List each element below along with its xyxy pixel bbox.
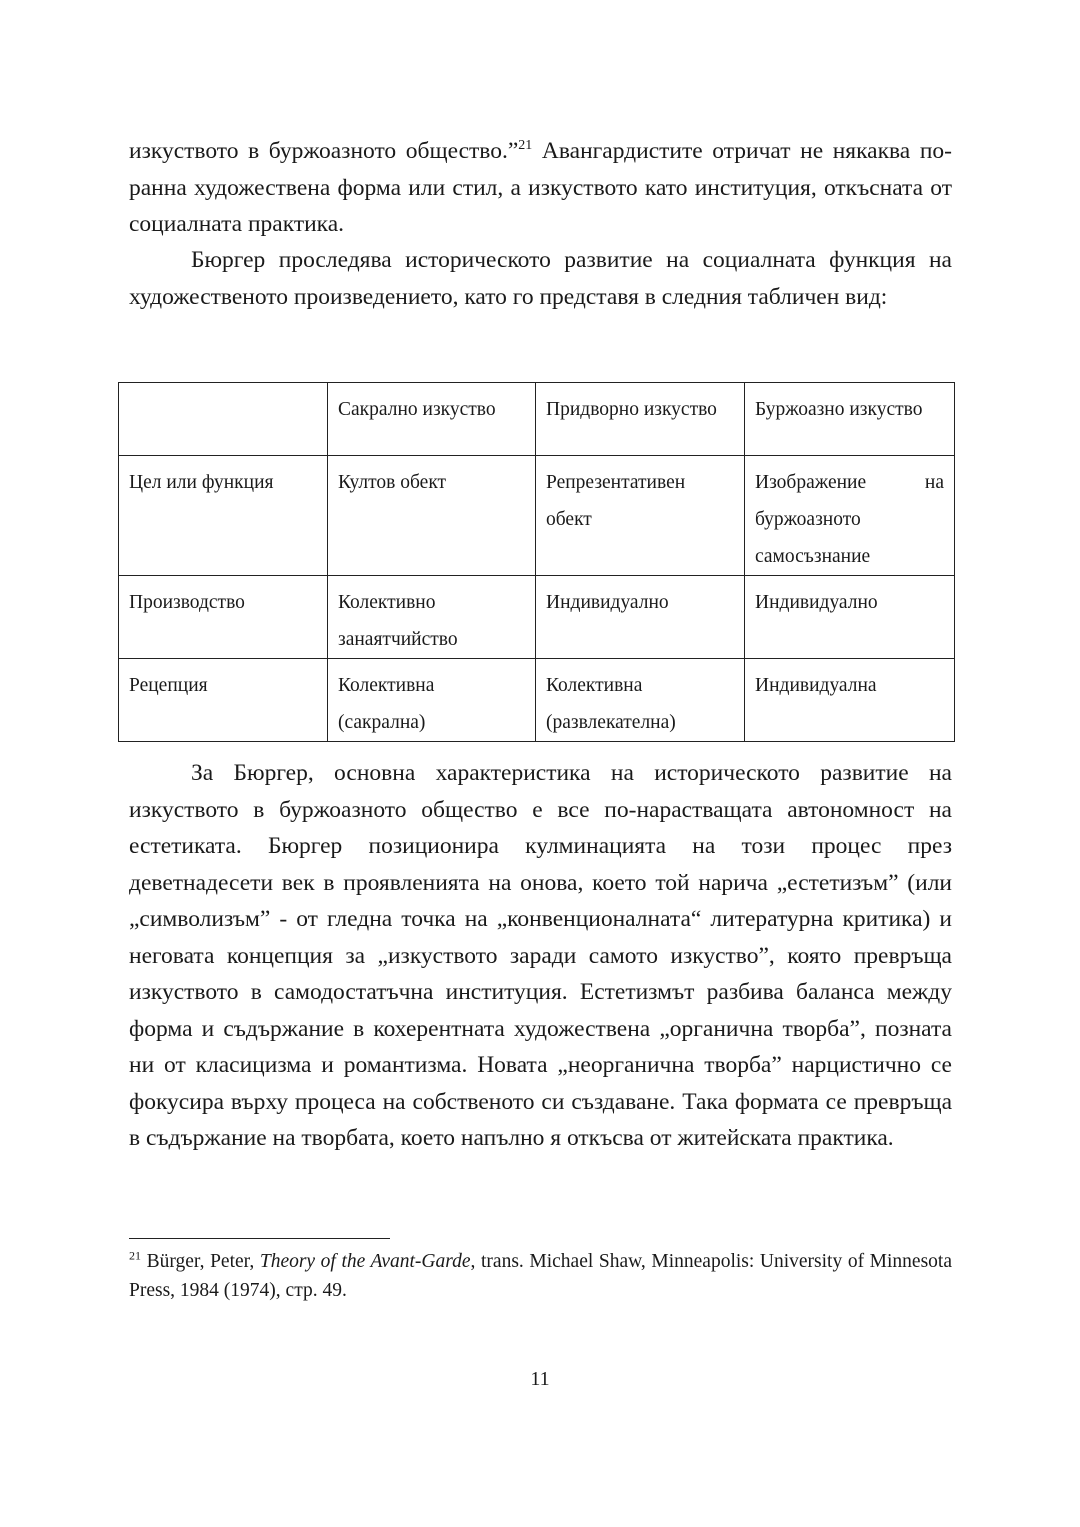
table-row xyxy=(119,659,955,742)
footnote-reference[interactable]: 21 xyxy=(518,138,533,154)
footnote-publication: , trans. Michael Shaw, Minneapolis: University of Minnesota Press, 1984 (1974), стр. 49. xyxy=(129,1251,952,1301)
table-header-cell: Придворно изкуство xyxy=(536,383,745,456)
table-cell-rest: буржоазното самосъзнание xyxy=(755,509,871,567)
paragraph-text: изкуството в буржоазното общество.” xyxy=(129,138,519,164)
table-row xyxy=(119,576,955,659)
paragraph-quote-end xyxy=(129,133,952,243)
paragraph-aestheticism: За Бюргер, основна характеристика на историческото развитие на изкуството в буржоазното общество е все по-нарастващата автономност на естетиката. Бюргер позиционира кулминацията на този процес през деветнадесети век в проявленията на онова, което той нарича „естетизъм” (или „символизъм” - от гледна точка на „конвенционалната“ литературна критика) и неговата концепция за „изкуството заради самото изкуство”, която превръща изкуството в самодостатъчна институция. Естетизмът разбива баланса между форма и съдържание в кохерентната художествена „органична творба”, позната ни от класицизма и романтизма. Новата „неорганична творба” нарцистично се фокусира върху процеса на собственото си създаване. Така формата се превръща в съдържание на творбата, което напълно я откъсва от житейската практика. xyxy=(129,760,952,1151)
table-cell-word: на xyxy=(924,472,944,493)
table-cell: Индивидуална xyxy=(745,659,955,742)
paragraph-text: Авангардистите отричат не някаква по-ранна художествена форма или стил, а изкуството като институция, откъсната от социалната практика. xyxy=(129,138,952,237)
table-header-row xyxy=(119,383,955,456)
page-number: 11 xyxy=(530,1368,550,1390)
table-header-cell: Буржоазно изкуство xyxy=(745,383,955,456)
table-cell: Индивидуално xyxy=(536,576,745,659)
table-header-cell xyxy=(119,383,328,456)
art-function-table xyxy=(118,382,955,742)
footnote-author: Bürger, Peter, xyxy=(141,1251,260,1272)
footnote-separator xyxy=(129,1238,390,1239)
table-row-label: Цел или функция xyxy=(119,456,328,576)
table-cell: Колективно занаятчийство xyxy=(328,576,536,659)
table-cell: Репрезентативен обект xyxy=(536,456,745,576)
table-cell-word: Изображение xyxy=(755,472,867,493)
table-cell xyxy=(745,456,955,576)
footnote-book-title: Theory of the Avant-Garde xyxy=(259,1251,471,1272)
table-cell: Култов обект xyxy=(328,456,536,576)
table-cell: Колективна (развлекателна) xyxy=(536,659,745,742)
table-cell-first-line xyxy=(755,464,944,501)
footnote-number: 21 xyxy=(129,1248,141,1263)
table-row-label: Производство xyxy=(119,576,328,659)
footnote xyxy=(129,1247,952,1305)
paragraph-intro-table: Бюргер проследява историческото развитие на социалната функция на художественото произведението, като го представя в следния табличен вид: xyxy=(129,247,952,310)
table-cell: Индивидуално xyxy=(745,576,955,659)
table-cell: Колективна (сакрална) xyxy=(328,659,536,742)
table-row-label: Рецепция xyxy=(119,659,328,742)
table-header-cell: Сакрално изкуство xyxy=(328,383,536,456)
table-row xyxy=(119,456,955,576)
